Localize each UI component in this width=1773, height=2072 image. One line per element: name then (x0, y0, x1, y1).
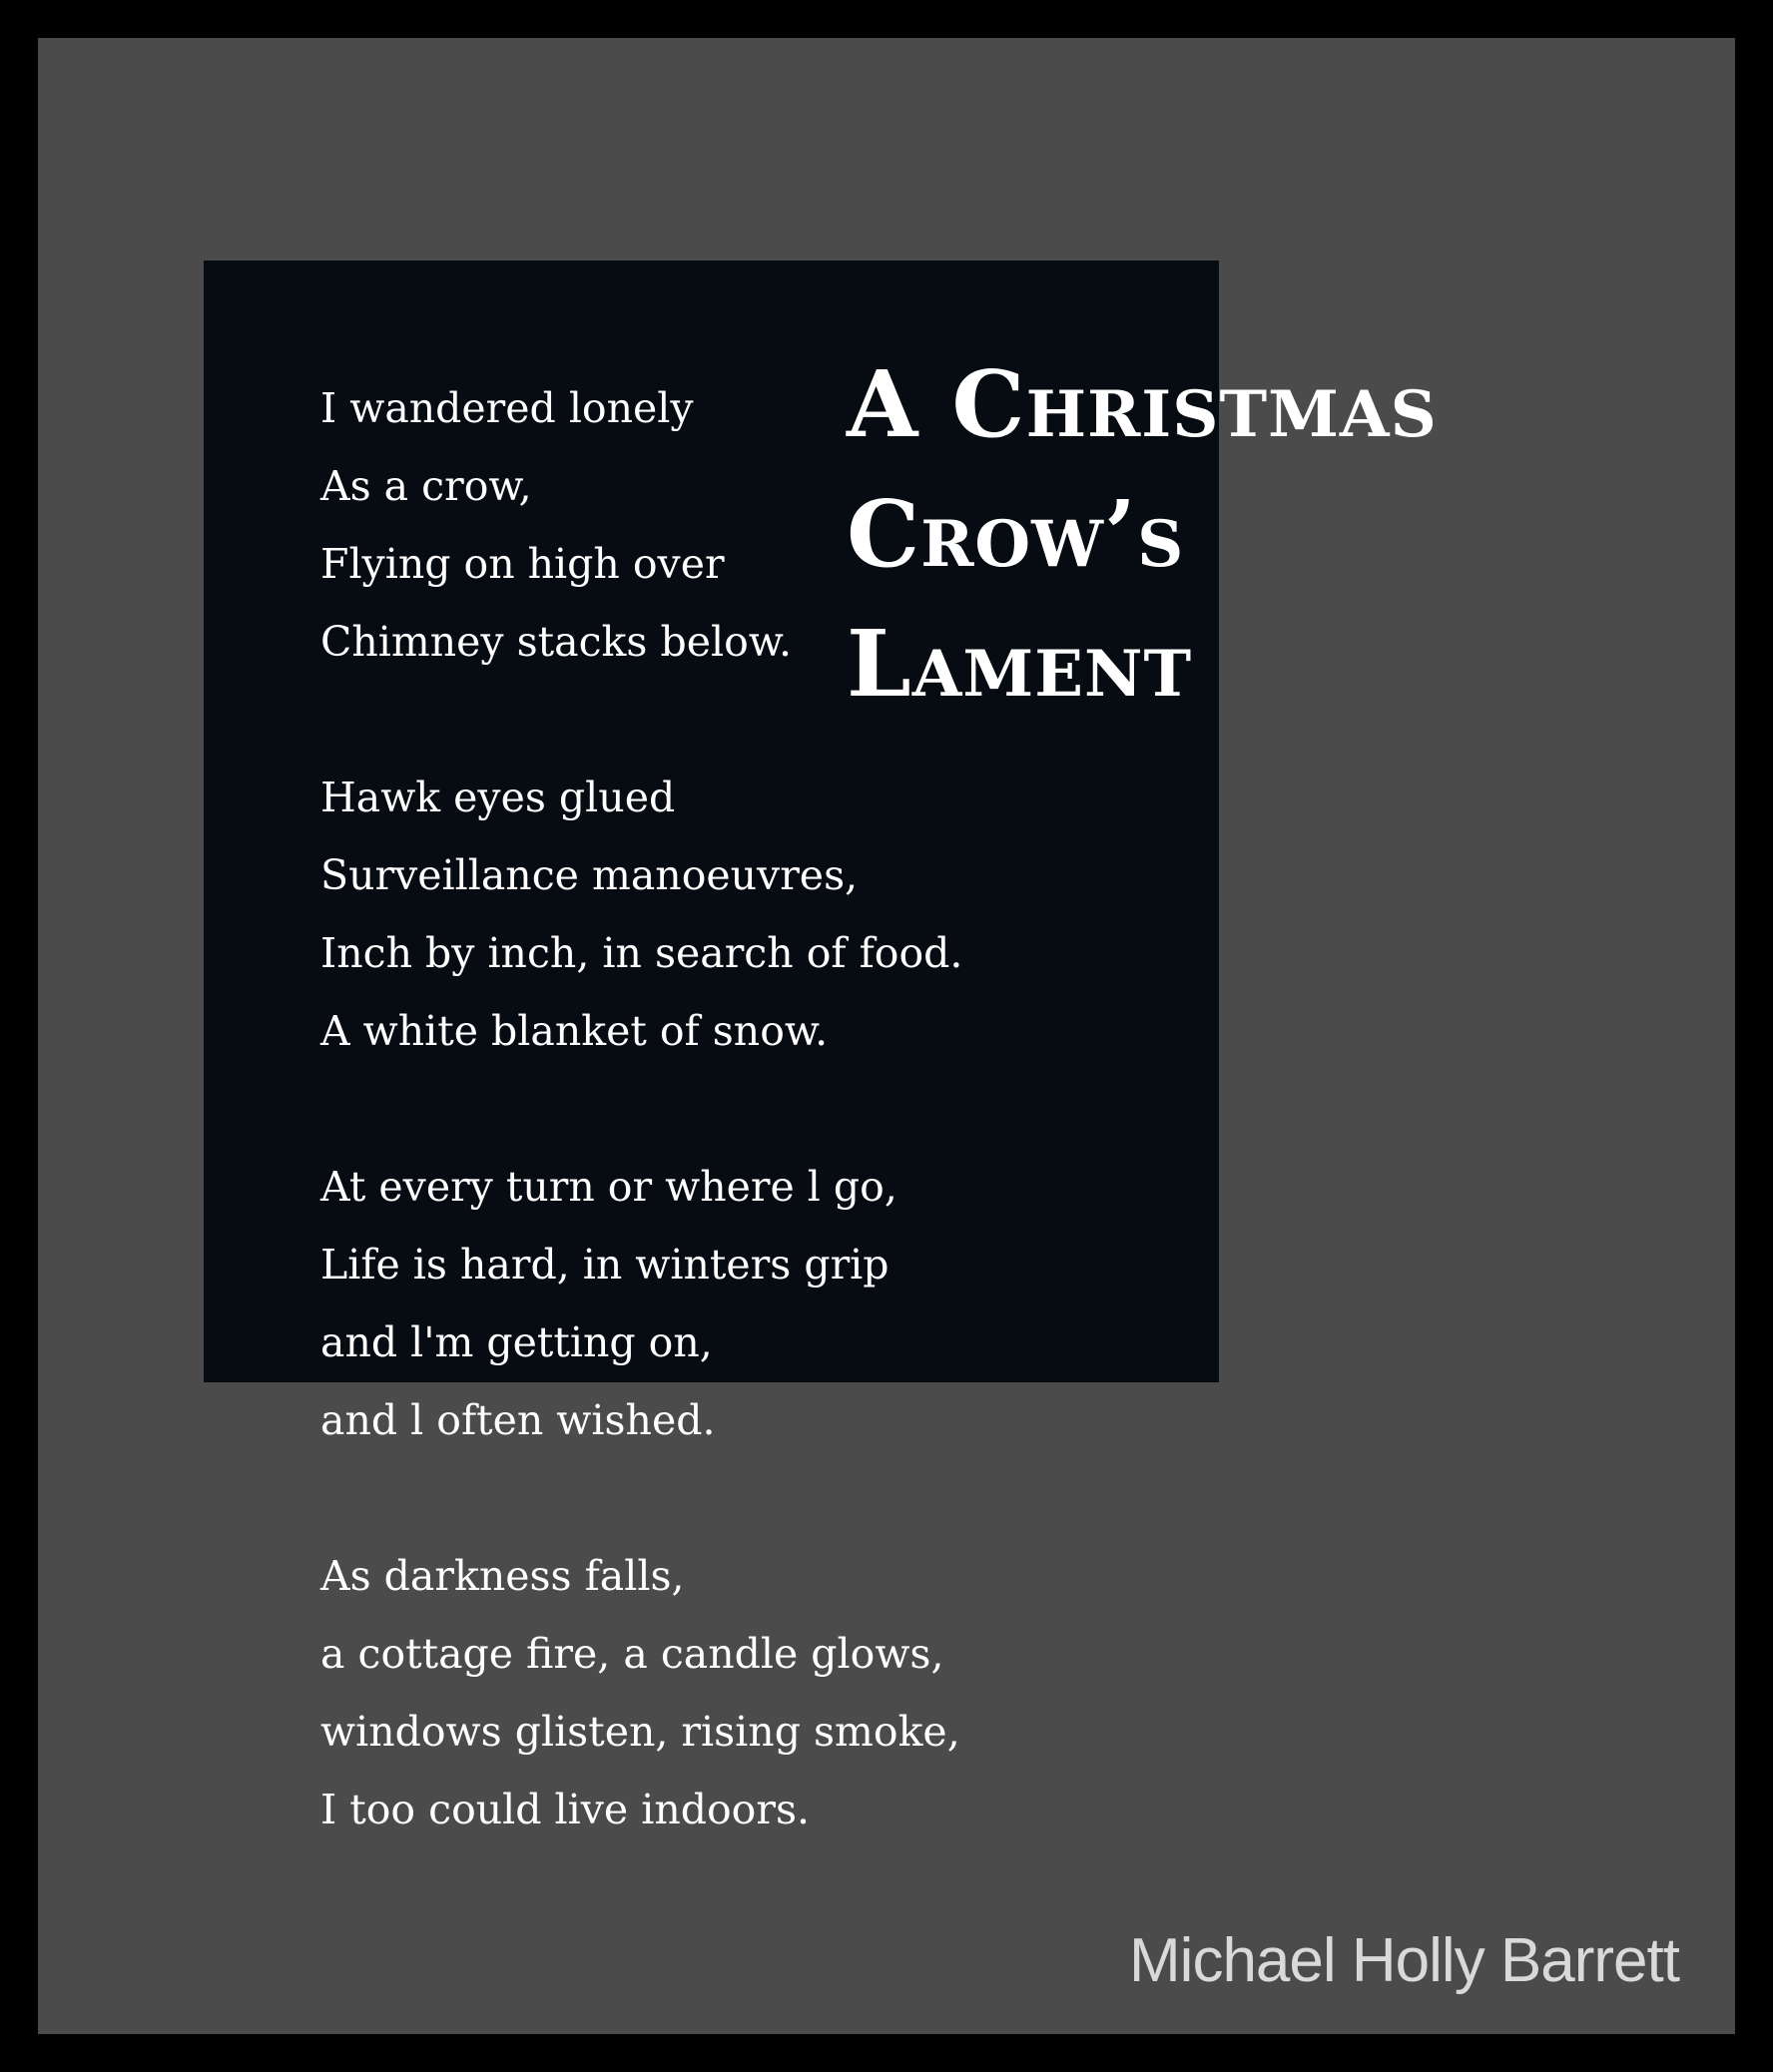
poem-card (38, 38, 1735, 2034)
poem-line: Chimney stacks below. (320, 618, 793, 666)
author-signature: Michael Holly Barrett (1129, 1926, 1679, 1995)
poem-line: Inch by inch, in search of food. (320, 929, 963, 977)
poem-line: I wandered lonely (320, 384, 694, 432)
stanza-3 (320, 1148, 962, 1459)
poem-line: Life is hard, in winters grip (320, 1241, 889, 1289)
poem-line: Hawk eyes glued (320, 774, 676, 821)
poem-line: and l often wished. (320, 1396, 716, 1444)
poem-line: As darkness falls, (320, 1552, 685, 1600)
poem-line: Surveillance manoeuvres, (320, 851, 859, 899)
poem-line: and l'm getting on, (320, 1318, 713, 1366)
title-line: Lament (847, 610, 1193, 718)
poem-line: As a crow, (320, 462, 532, 510)
title-line: Crow’s (847, 480, 1185, 588)
stanza-1 (320, 369, 962, 681)
poem-line: A white blanket of snow. (320, 1007, 829, 1055)
poem-line: Flying on high over (320, 540, 725, 588)
stanza-2 (320, 759, 962, 1070)
poem-line: I too could live indoors. (320, 1786, 811, 1833)
stanza-4 (320, 1537, 962, 1848)
title-line: A Christmas (847, 350, 1438, 458)
poem-body (320, 369, 962, 1848)
poem-line: At every turn or where l go, (320, 1163, 897, 1211)
poem-line: windows glisten, rising smoke, (320, 1708, 960, 1756)
poem-line: a cottage fire, a candle glows, (320, 1630, 944, 1678)
